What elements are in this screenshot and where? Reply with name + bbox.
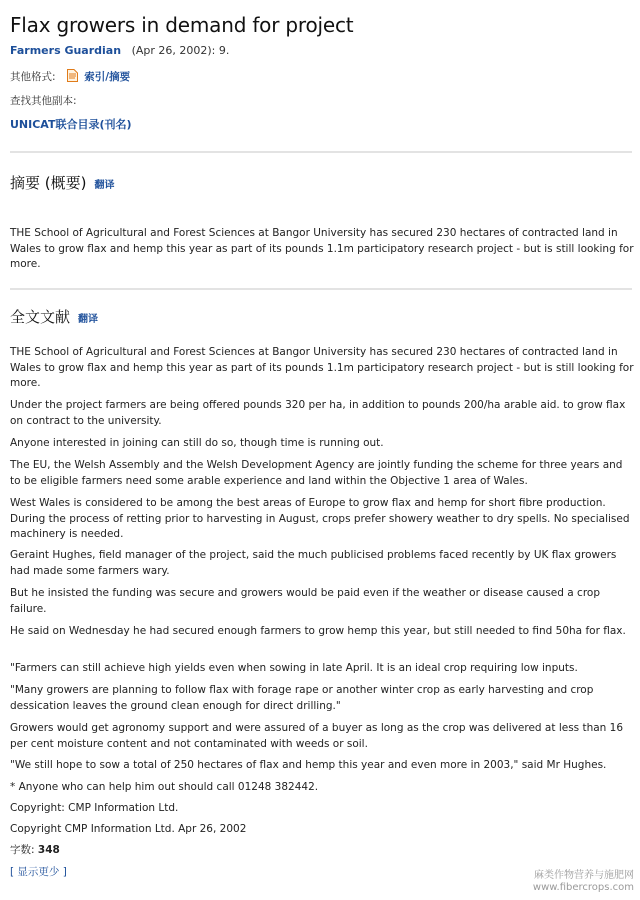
word-count-label: 字数: [10, 844, 35, 856]
watermark-line: 麻类作物营养与施肥网 [534, 870, 634, 881]
fulltext-heading [10, 306, 98, 327]
fulltext-paragraph: Copyright CMP Information Ltd. Apr 26, 2002 [10, 823, 247, 835]
abstract-translate-link[interactable]: 翻译 [94, 180, 115, 191]
find-copy-label: 查找其他副本: [10, 95, 77, 107]
fulltext-paragraph: Geraint Hughes, field manager of the project, said the much publicised problems faced recently by UK flax growers had made some farmers wary. [10, 549, 617, 577]
divider [10, 288, 632, 290]
fulltext-paragraph: * Anyone who can help him out should call 01248 382442. [10, 781, 319, 793]
unicat-link[interactable]: UNICAT联合目录(刊名) [10, 118, 132, 131]
abstract-text: THE School of Agricultural and Forest Sciences at Bangor University has secured 230 hectares of contracted land in Wales to grow flax and hemp this year as part of its pounds 1.1m participatory research project - but is still looking for more. [10, 227, 634, 270]
divider [10, 151, 632, 153]
article-title: Flax growers in demand for project [10, 13, 354, 37]
abstract-heading-text: 摘要 (概要) [10, 174, 87, 192]
fulltext-paragraph: "Farmers can still achieve high yields even when sowing in late April. It is an ideal crop requiring low inputs. [10, 662, 578, 674]
word-count [10, 842, 60, 857]
citation: (Apr 26, 2002): 9. [131, 44, 230, 57]
fulltext-paragraph: He said on Wednesday he had secured enough farmers to grow hemp this year, but still needed to find 50ha for flax. [10, 625, 626, 637]
other-formats-row [10, 69, 130, 84]
abstract-heading [10, 172, 114, 193]
fulltext-paragraph: But he insisted the funding was secure and growers would be paid even if the weather or disease caused a crop failure. [10, 587, 600, 615]
fulltext-paragraph: Growers would get agronomy support and were assured of a buyer as long as the crop was delivered at less than 16 per cent moisture content and not contaminated with weeds or soil. [10, 722, 624, 750]
fulltext-paragraph: Copyright: CMP Information Ltd. [10, 802, 179, 814]
word-count-value: 348 [37, 844, 60, 856]
fulltext-paragraph: West Wales is considered to be among the best areas of Europe to grow flax and hemp for short fibre production. During the process of retting prior to harvesting in August, crops prefer showery weather to dry spells. No specialised machinery is needed. [10, 497, 630, 540]
other-formats-label: 其他格式: [10, 71, 56, 83]
source-line [10, 44, 229, 57]
fulltext-paragraph: The EU, the Welsh Assembly and the Welsh Development Agency are jointly funding the scheme for three years and to be eligible farmers need some arable experience and land within the Objective 1 area of Wales. [10, 459, 623, 487]
watermark [533, 870, 634, 894]
fulltext-paragraph: "We still hope to sow a total of 250 hectares of flax and hemp this year and even more in 2003," said Mr Hughes. [10, 759, 607, 771]
abstract-index-link[interactable]: 索引/摘要 [84, 71, 131, 83]
document-icon [67, 69, 78, 82]
show-less-link[interactable]: [ 显示更少 ] [10, 866, 67, 878]
fulltext-paragraph: Under the project farmers are being offered pounds 320 per ha, in addition to pounds 200/ha arable aid. to grow flax on contract to the university. [10, 399, 626, 427]
watermark-url: www.fibercrops.com [532, 882, 634, 893]
fulltext-paragraph: "Many growers are planning to follow flax with forage rape or another winter crop as early harvesting and crop dessication leaves the ground clean enough for direct drilling." [10, 684, 594, 712]
fulltext-translate-link[interactable]: 翻译 [78, 314, 99, 325]
fulltext-heading-text: 全文文献 [10, 308, 71, 326]
fulltext-paragraph: Anyone interested in joining can still do so, though time is running out. [10, 437, 384, 449]
fulltext-paragraph: THE School of Agricultural and Forest Sciences at Bangor University has secured 230 hectares of contracted land in Wales to grow flax and hemp this year as part of its pounds 1.1m participatory research project - but is still looking for more. [10, 346, 634, 389]
publication-link[interactable]: Farmers Guardian [10, 44, 122, 57]
